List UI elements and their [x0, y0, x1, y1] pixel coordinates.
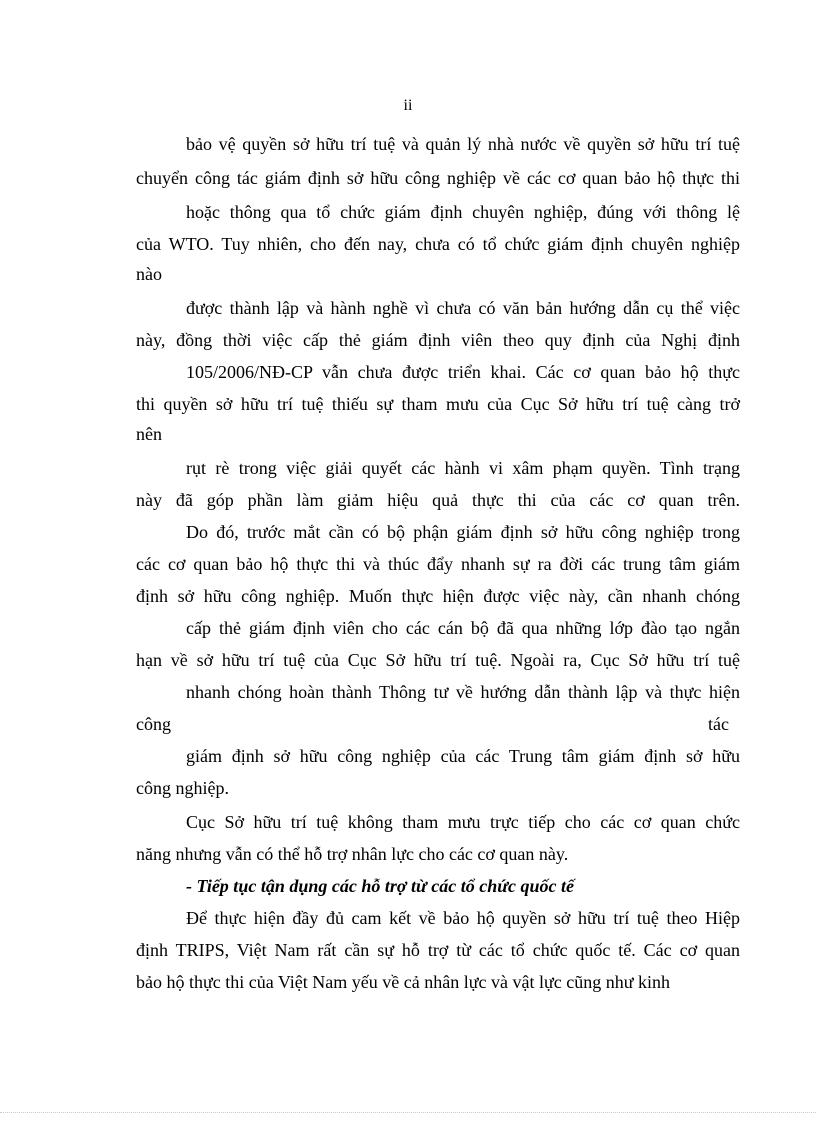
text-line: cấp thẻ giám định viên cho các cán bộ đã qua những lớp đào tạo ngắn: [186, 618, 740, 638]
page-bottom-border: [0, 1112, 816, 1113]
text-line: nhanh chóng hoàn thành Thông tư về hướng dẫn thành lập và thực hiện: [186, 682, 740, 702]
page-number: ii: [403, 97, 413, 114]
text-line: của WTO. Tuy nhiên, cho đến nay, chưa có tổ chức giám định chuyên nghiệp: [136, 234, 740, 254]
text-line: chuyển công tác giám định sở hữu công nghiệp về các cơ quan bảo hộ thực thi: [136, 168, 740, 188]
text-line: rụt rè trong việc giải quyết các hành vi xâm phạm quyền. Tình trạng: [186, 458, 740, 478]
text-line: công nghiệp.: [136, 778, 229, 798]
text-line: nào: [136, 264, 162, 284]
text-line: này, đồng thời việc cấp thẻ giám định viên theo quy định của Nghị định: [136, 330, 740, 350]
text-line: các cơ quan bảo hộ thực thi và thúc đẩy nhanh sự ra đời các trung tâm giám: [136, 554, 740, 574]
text-line: bảo vệ quyền sở hữu trí tuệ và quản lý nhà nước về quyền sở hữu trí tuệ: [186, 134, 740, 154]
text-line: hoặc thông qua tổ chức giám định chuyên nghiệp, đúng với thông lệ: [186, 202, 740, 222]
text-line: này đã góp phần làm giảm hiệu quả thực thi của các cơ quan trên.: [136, 490, 740, 510]
text-line: hạn về sở hữu trí tuệ của Cục Sở hữu trí tuệ. Ngoài ra, Cục Sở hữu trí tuệ: [136, 650, 740, 670]
text-line: Cục Sở hữu trí tuệ không tham mưu trực tiếp cho các cơ quan chức: [186, 812, 740, 832]
text-line: nên: [136, 424, 162, 444]
text-line: năng nhưng vẫn có thể hỗ trợ nhân lực cho các cơ quan này.: [136, 844, 569, 864]
text-line: định sở hữu công nghiệp. Muốn thực hiện được việc này, cần nhanh chóng: [136, 586, 740, 606]
text-line: tác: [708, 714, 729, 734]
text-line: giám định sở hữu công nghiệp của các Trung tâm giám định sở hữu: [186, 746, 740, 766]
text-line: bảo hộ thực thi của Việt Nam yếu về cả nhân lực và vật lực cũng như kinh: [136, 972, 670, 992]
text-line: được thành lập và hành nghề vì chưa có văn bản hướng dẫn cụ thể việc: [186, 298, 740, 318]
text-line: 105/2006/NĐ-CP vẫn chưa được triển khai. Các cơ quan bảo hộ thực: [186, 362, 740, 382]
text-line: Để thực hiện đầy đủ cam kết về bảo hộ quyền sở hữu trí tuệ theo Hiệp: [186, 908, 740, 928]
text-line: thi quyền sở hữu trí tuệ thiếu sự tham mưu của Cục Sở hữu trí tuệ càng trở: [136, 394, 740, 414]
section-heading: - Tiếp tục tận dụng các hỗ trợ từ các tổ chức quốc tế: [186, 876, 575, 896]
text-line: định TRIPS, Việt Nam rất cần sự hỗ trợ từ các tổ chức quốc tế. Các cơ quan: [136, 940, 740, 960]
text-line: công: [136, 714, 171, 734]
text-line: Do đó, trước mắt cần có bộ phận giám định sở hữu công nghiệp trong: [186, 522, 740, 542]
